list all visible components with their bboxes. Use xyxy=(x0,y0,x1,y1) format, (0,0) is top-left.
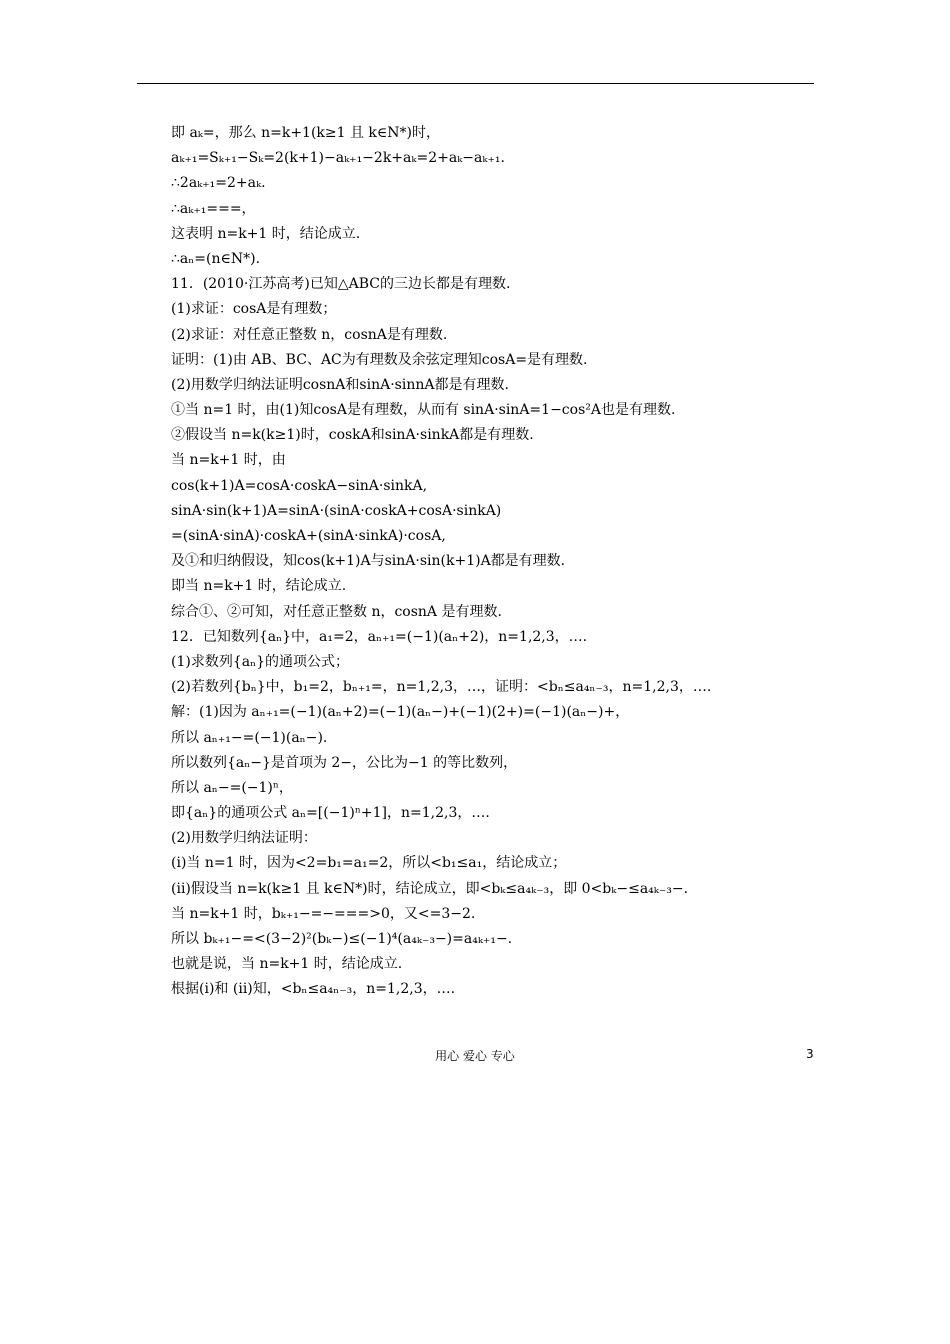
text-line: 所以 aₙ−=(−1)ⁿ， xyxy=(171,779,293,796)
text-line: 解：(1)因为 aₙ₊₁=(−1)(aₙ+2)=(−1)(aₙ−)+(−1)(2+)=(−1)(aₙ−)+， xyxy=(171,704,630,721)
text-line: 证明：(1)由 AB、BC、AC为有理数及余弦定理知cosA=是有理数. xyxy=(171,351,588,368)
document-body xyxy=(171,121,821,1003)
text-line: 综合①、②可知，对任意正整数 n，cosnA 是有理数. xyxy=(171,603,502,620)
text-line: cos(k+1)A=cosA·coskA−sinA·sinkA, xyxy=(171,477,428,494)
problem-12-heading: 12．已知数列{aₙ}中，a₁=2，aₙ₊₁=(−1)(aₙ+2)，n=1,2,3，…. xyxy=(171,628,588,645)
text-line: 所以数列{aₙ−}是首项为 2−，公比为−1 的等比数列， xyxy=(171,754,518,771)
text-line: aₖ₊₁=Sₖ₊₁−Sₖ=2(k+1)−aₖ₊₁−2k+aₖ=2+aₖ−aₖ₊₁. xyxy=(171,150,505,167)
text-line: (1)求数列{aₙ}的通项公式； xyxy=(171,653,350,670)
text-line: 即当 n=k+1 时，结论成立. xyxy=(171,578,347,595)
text-line: 当 n=k+1 时，由 xyxy=(171,452,286,469)
footer-motto: 用心 爱心 专心 xyxy=(435,1049,515,1063)
text-line: ①当 n=1 时，由(1)知cosA是有理数，从而有 sinA·sinA=1−cos²A也是有理数. xyxy=(171,402,676,419)
text-line: 所以 bₖ₊₁−=<(3−2)²(bₖ−)≤(−1)⁴(a₄ₖ₋₃−)=a₄ₖ₊₁−. xyxy=(171,931,513,947)
text-line: 即{aₙ}的通项公式 aₙ=[(−1)ⁿ+1]，n=1,2,3，…. xyxy=(171,805,490,822)
page-number: 3 xyxy=(806,1047,814,1061)
text-line: (2)用数学归纳法证明： xyxy=(171,830,317,847)
text-line: (ⅰ)当 n=1 时，因为<2=b₁=a₁=2，所以<b₁≤a₁，结论成立； xyxy=(171,855,567,872)
text-line: (2)求证：对任意正整数 n，cosnA是有理数. xyxy=(171,326,448,343)
text-line: ∴2aₖ₊₁=2+aₖ. xyxy=(171,175,266,192)
text-line: (ⅱ)假设当 n=k(k≥1 且 k∈N*)时，结论成立，即<bₖ≤a₄ₖ₋₃，即 0<bₖ−≤a₄ₖ₋₃−. xyxy=(171,880,689,897)
text-line: 也就是说，当 n=k+1 时，结论成立. xyxy=(171,956,403,973)
text-line: 即 aₖ=，那么 n=k+1(k≥1 且 k∈N*)时， xyxy=(171,125,440,141)
text-line: ②假设当 n=k(k≥1)时，coskA和sinA·sinkA都是有理数. xyxy=(171,427,534,444)
text-line: 及①和归纳假设，知cos(k+1)A与sinA·sin(k+1)A都是有理数. xyxy=(171,553,566,570)
text-line: 当 n=k+1 时，bₖ₊₁−=−===>0，又<=3−2. xyxy=(171,905,476,922)
text-line: =(sinA·sinA)·coskA+(sinA·sinkA)·cosA, xyxy=(171,528,446,544)
text-line: 这表明 n=k+1 时，结论成立. xyxy=(171,225,361,242)
header-rule xyxy=(137,83,814,84)
text-line: (1)求证：cosA是有理数； xyxy=(171,301,337,318)
text-line: sinA·sin(k+1)A=sinA·(sinA·coskA+cosA·sinkA) xyxy=(171,502,502,519)
text-line: ∴aₖ₊₁===， xyxy=(171,200,256,217)
text-line: (2)若数列{bₙ}中，b₁=2，bₙ₊₁=，n=1,2,3，…，证明：<bₙ≤a₄ₙ₋₃，n=1,2,3，…. xyxy=(171,679,712,696)
problem-11-heading: 11．(2010·江苏高考)已知△ABC的三边长都是有理数. xyxy=(171,276,511,293)
text-line: (2)用数学归纳法证明cosnA和sinA·sinnA都是有理数. xyxy=(171,376,509,393)
text-line: 所以 aₙ₊₁−=(−1)(aₙ−). xyxy=(171,729,328,746)
text-line: ∴aₙ=(n∈N*). xyxy=(171,250,261,267)
text-line: 根据(ⅰ)和 (ⅱ)知，<bₙ≤a₄ₙ₋₃，n=1,2,3，…. xyxy=(171,981,456,998)
